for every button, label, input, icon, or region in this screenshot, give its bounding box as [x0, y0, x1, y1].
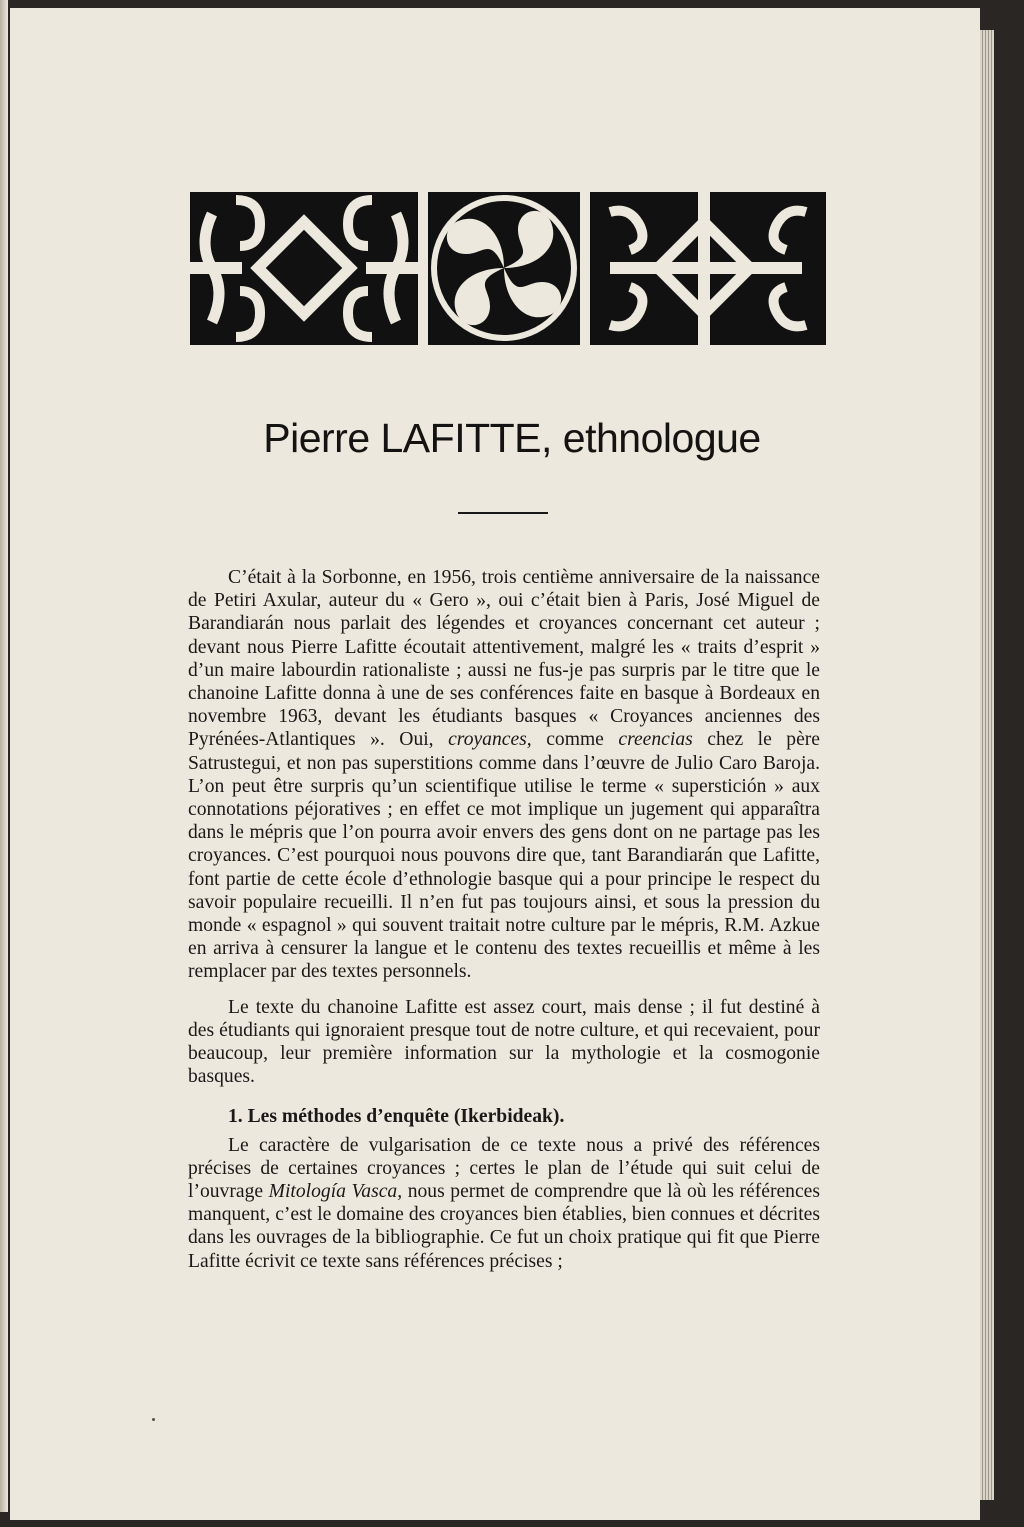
paragraph-1-emphasis-2: creencias [618, 729, 693, 751]
title-divider [458, 512, 548, 514]
paragraph-1 [188, 566, 820, 984]
basque-lauburu-frieze-icon [190, 192, 826, 345]
paragraph-2: Le texte du chanoine Lafitte est assez court, mais dense ; il fut destiné à des étudiants qui ignoraient presque tout de notre culture, et qui recevaient, pour beaucoup, leur première information sur la mythologie et la cosmogonie basques. [188, 996, 820, 1088]
paragraph-1-emphasis-1: croyances, [448, 729, 532, 751]
article-title: Pierre LAFITTE, ethnologue [263, 415, 761, 461]
section-heading: 1. Les méthodes d’enquête (Ikerbideak). [228, 1106, 565, 1128]
section-paragraph-part-2: nous permet de comprendre que là où les références manquent, c’est le domaine des croyances bien établies, bien connues et décrites dans les ouvrages de la bibliographie. Ce fut un choix pratique qui fit que Pierre Lafitte écrivit ce texte sans références précises ; [188, 1181, 820, 1272]
page-gutter-shadow [0, 0, 8, 1512]
article-body [188, 566, 820, 1273]
paragraph-1-part-1: C’était à la Sorbonne, en 1956, trois centième anniversaire de la naissance de Petiri Axular, auteur du « Gero », oui c’était bien à Paris, José Miguel de Barandiarán nous parlait des légendes et croyances concernant cet auteur ; devant nous Pierre Lafitte écoutait attentivement, malgré les « traits d’esprit » d’un maire labourdin rationaliste ; aussi ne fus-je pas surpris par le titre que le chanoine Lafitte donna à une de ses conférences faite en basque à Bordeaux en novembre 1963, devant les étudiants basques « Croyances anciennes des Pyrénées-Atlantiques ». Oui, [188, 567, 820, 751]
paragraph-1-part-3: chez le père Satrustegui, et non pas superstitions comme dans l’œuvre de Julio Caro Baroja. L’on peut être surpris qu’un scientifique utilise le terme « superstición » aux connotations péjoratives ; en effet ce mot implique un jugement qui apparaîtra dans le mépris que l’on pourra avoir envers des gens dont on ne partage pas les croyances. C’est pourquoi nous pouvons dire que, tant Barandiarán que Lafitte, font partie de cette école d’ethnologie basque qui a pour principe le respect du savoir populaire recueilli. Il n’en fut pas toujours ainsi, et sous la pression du monde « espagnol » qui souvent traitait notre culture par le mépris, R.M. Azkue en arriva à censurer la langue et le contenu des textes recueillis et même à les remplacer par des textes personnels. [188, 729, 820, 983]
section-paragraph-part-1: Le caractère de vulgarisation de ce texte nous a privé des références précises de certaines croyances ; certes le plan de l’étude qui suit celui de l’ouvrage [188, 1134, 820, 1203]
paragraph-1-part-2: comme [531, 729, 619, 751]
section-paragraph-emphasis: Mitología Vasca, [268, 1181, 403, 1203]
page-speck [152, 1418, 155, 1421]
page-stack-edge [980, 30, 994, 1500]
section-paragraph [188, 1134, 820, 1273]
